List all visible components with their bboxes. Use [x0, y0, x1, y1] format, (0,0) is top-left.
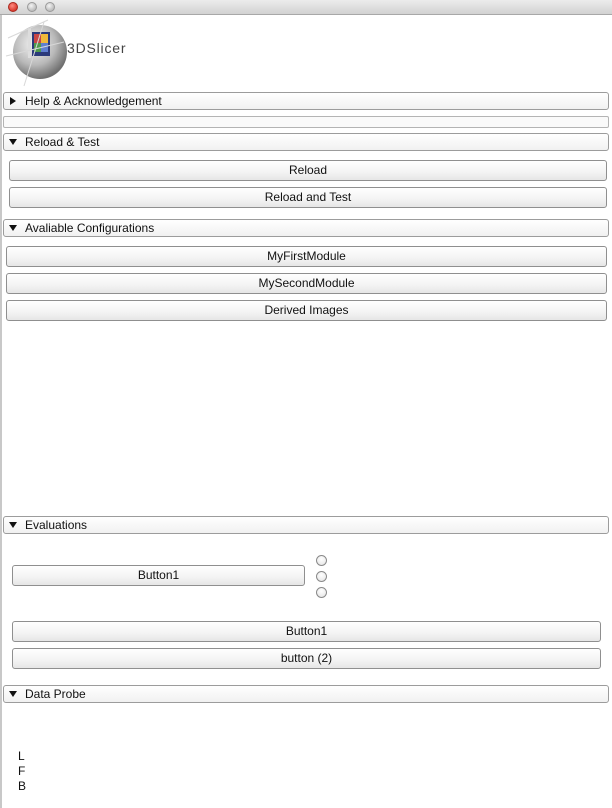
section-label: Avaliable Configurations — [25, 221, 155, 235]
collapsed-arrow-icon — [10, 97, 16, 105]
derived-images-button[interactable]: Derived Images — [6, 300, 607, 321]
button-2[interactable]: button (2) — [12, 648, 601, 669]
window-left-edge — [0, 15, 2, 808]
window-titlebar — [0, 0, 612, 15]
probe-value-b: B — [18, 779, 27, 793]
my-second-module-button[interactable]: MySecondModule — [6, 273, 607, 294]
section-label: Reload & Test — [25, 135, 100, 149]
expanded-arrow-icon — [9, 522, 17, 528]
probe-value-l: L — [18, 749, 25, 763]
section-reload-test[interactable] — [3, 133, 609, 151]
slicer-logo-icon — [4, 18, 76, 88]
radio-option-3[interactable] — [316, 587, 327, 598]
reload-and-test-button[interactable]: Reload and Test — [9, 187, 607, 208]
section-data-probe[interactable] — [3, 685, 609, 703]
close-window-icon[interactable] — [8, 2, 18, 12]
section-label: Data Probe — [25, 687, 86, 701]
section-help-acknowledgement[interactable] — [3, 92, 609, 110]
section-evaluations[interactable] — [3, 516, 609, 534]
section-label: Help & Acknowledgement — [25, 94, 162, 108]
expanded-arrow-icon — [9, 691, 17, 697]
radio-option-2[interactable] — [316, 571, 327, 582]
section-label: Evaluations — [25, 518, 88, 532]
section-divider — [3, 116, 609, 128]
radio-option-1[interactable] — [316, 555, 327, 566]
section-available-configurations[interactable] — [3, 219, 609, 237]
probe-value-f: F — [18, 764, 26, 778]
button1-left[interactable]: Button1 — [12, 565, 305, 586]
reload-button[interactable]: Reload — [9, 160, 607, 181]
logo-text: 3DSlicer — [67, 40, 127, 56]
minimize-window-icon[interactable] — [27, 2, 37, 12]
expanded-arrow-icon — [9, 139, 17, 145]
my-first-module-button[interactable]: MyFirstModule — [6, 246, 607, 267]
button1-full[interactable]: Button1 — [12, 621, 601, 642]
maximize-window-icon[interactable] — [45, 2, 55, 12]
expanded-arrow-icon — [9, 225, 17, 231]
